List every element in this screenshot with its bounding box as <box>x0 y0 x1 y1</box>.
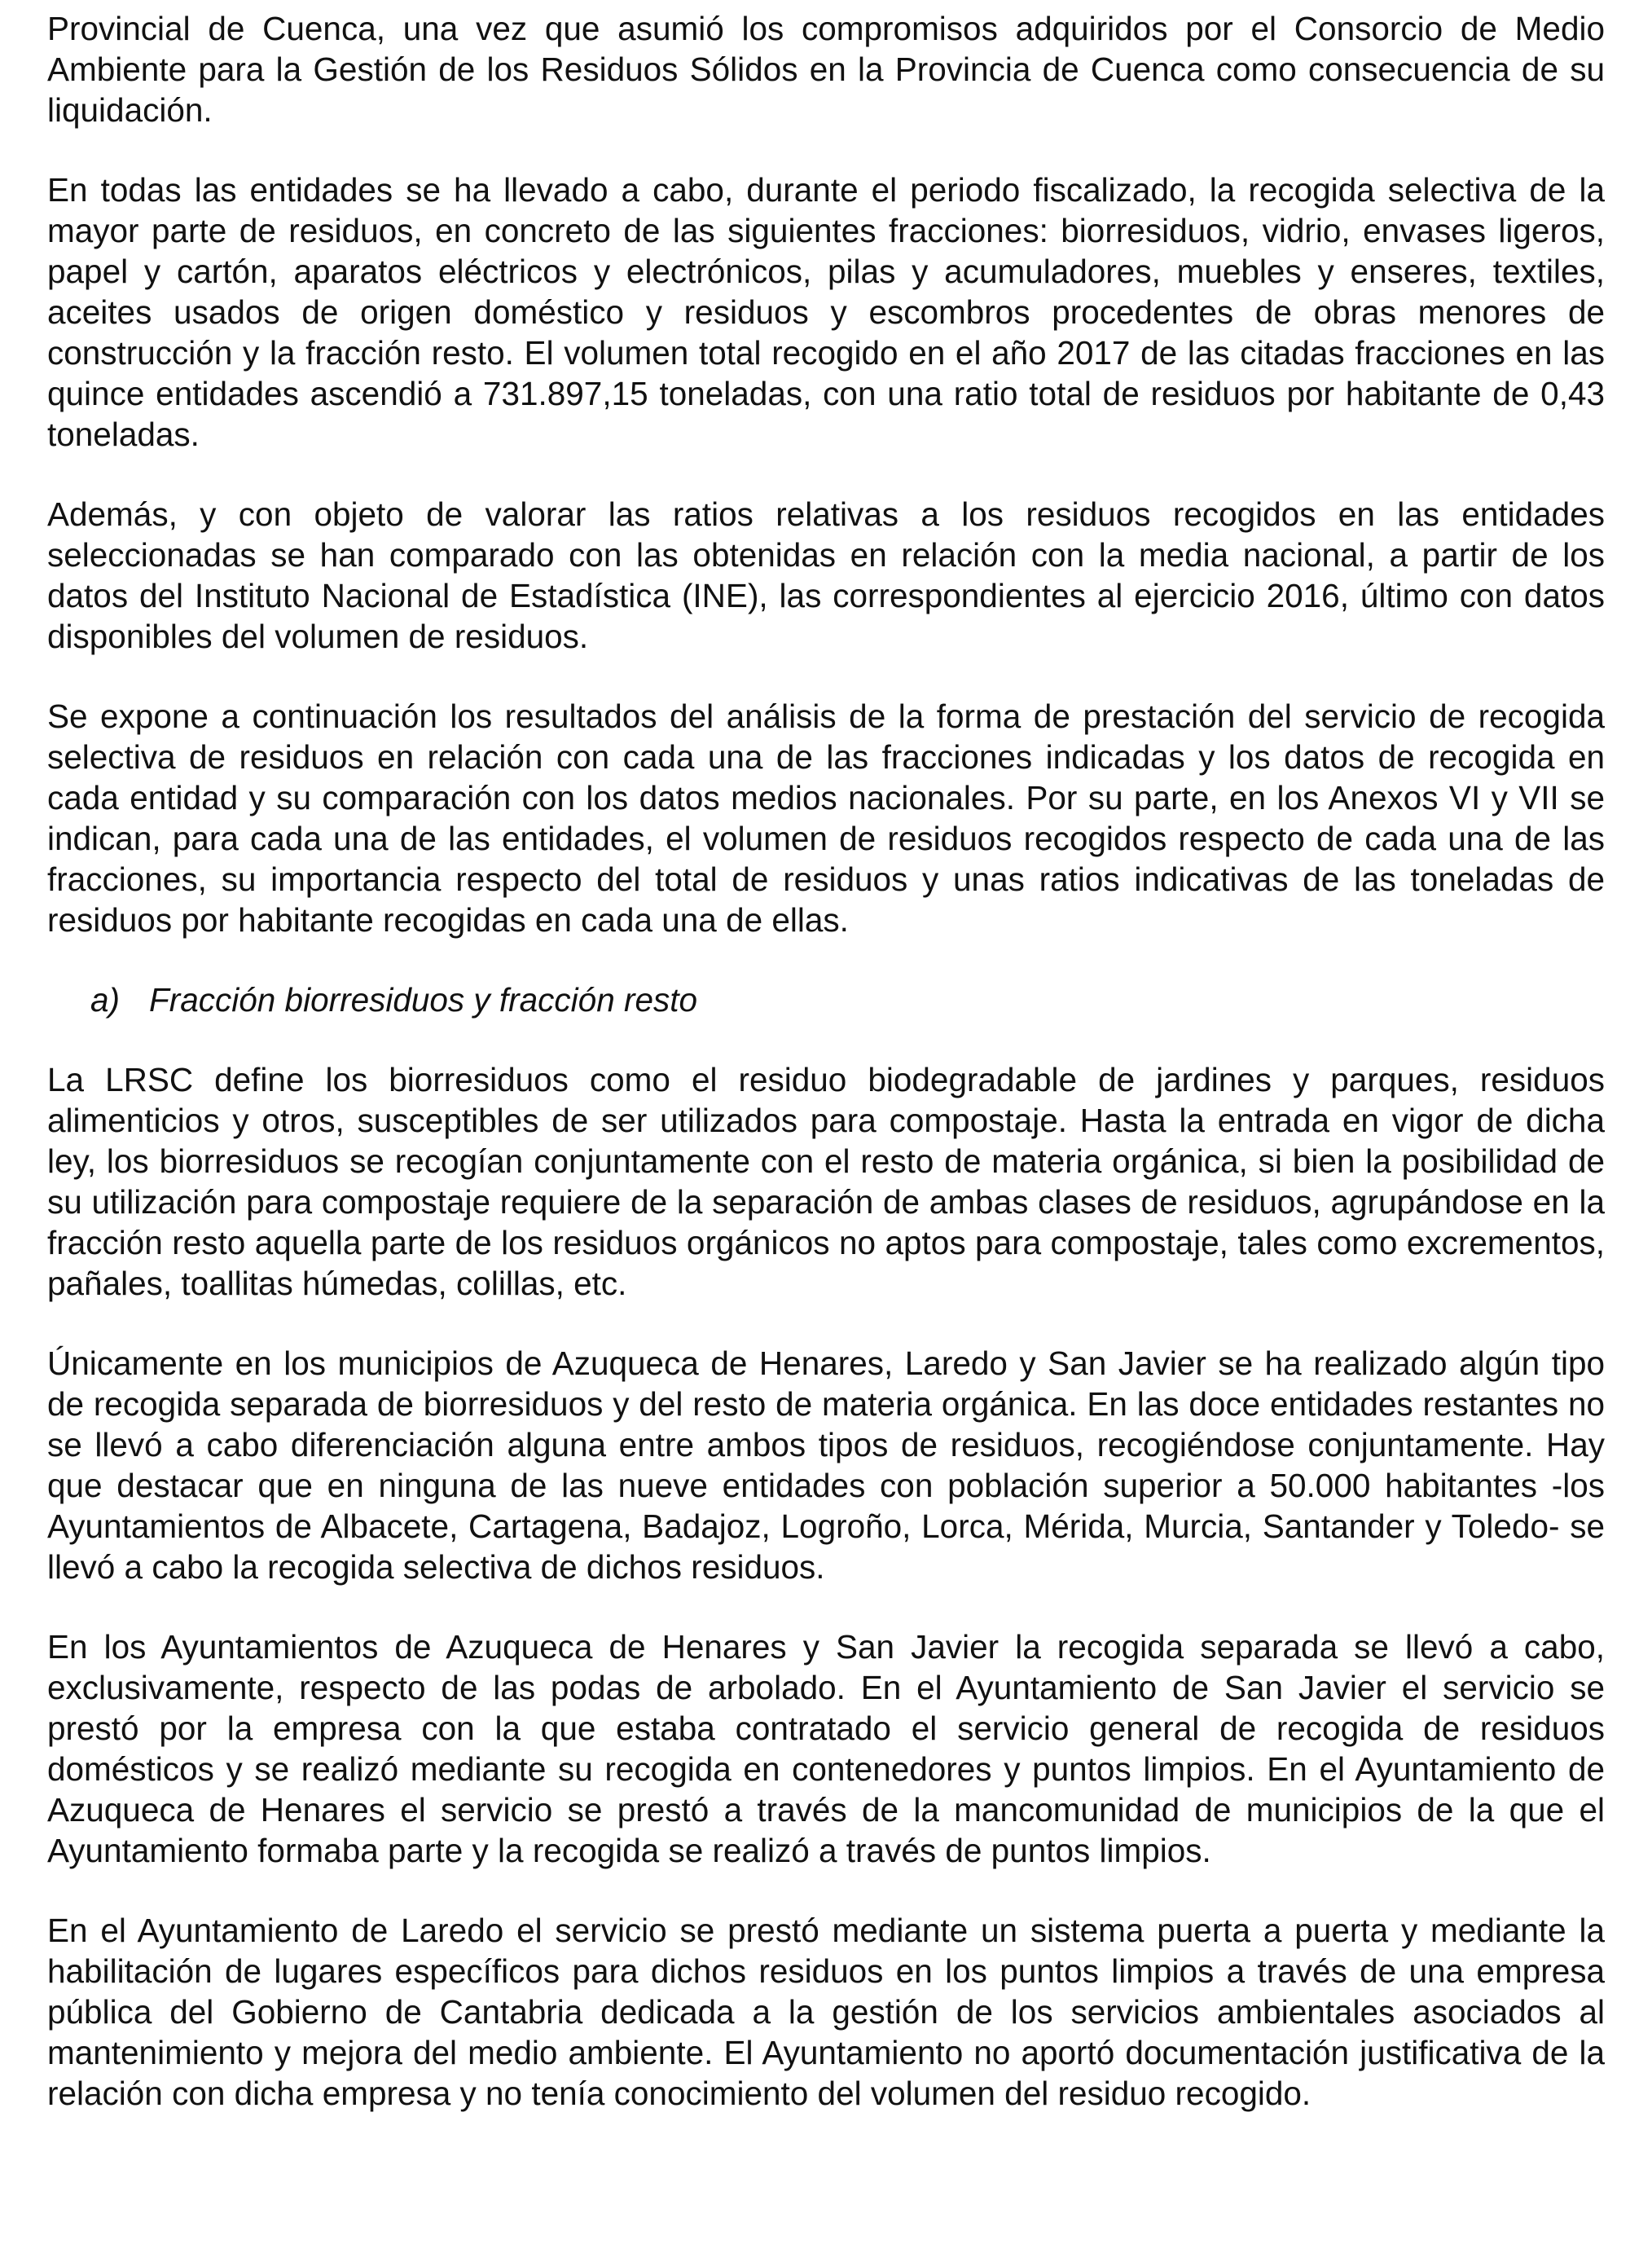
paragraph-cuenca-liquidation: Provincial de Cuenca, una vez que asumió los compromisos adquiridos por el Consorcio de Medio Ambiente para la Gestión de los Residuos Sólidos en la Provincia de Cuenca como consecuencia de su liquidación. <box>47 10 1605 129</box>
paragraph-analysis-results: Se expone a continuación los resultados del análisis de la forma de prestación del servicio de recogida selectiva de residuos en relación con cada una de las fracciones indicadas y los datos de recogida en cada entidad y su comparación con los datos medios nacionales. Por su parte, en los Anexos VI y VII se indican, para cada una de las entidades, el volumen de residuos recogidos respecto de cada una de las fracciones, su importancia respecto del total de residuos y unas ratios indicativas de las toneladas de residuos por habitante recogidas en cada una de ellas. <box>47 698 1605 939</box>
section-heading <box>47 979 1605 1020</box>
paragraph-azuqueca-san-javier: En los Ayuntamientos de Azuqueca de Henares y San Javier la recogida separada se llevó a cabo, exclusivamente, respecto de las podas de arbolado. En el Ayuntamiento de San Javier el servicio se prestó por la empresa con la que estaba contratado el servicio general de recogida de residuos domésticos y se realizó mediante su recogida en contenedores y puntos limpios. En el Ayuntamiento de Azuqueca de Henares el servicio se prestó a través de la mancomunidad de municipios de la que el Ayuntamiento formaba parte y la recogida se realizó a través de puntos limpios. <box>47 1628 1605 1869</box>
section-heading-title: Fracción biorresiduos y fracción resto <box>149 981 698 1019</box>
paragraph-laredo: En el Ayuntamiento de Laredo el servicio se prestó mediante un sistema puerta a puerta y mediante la habilitación de lugares específicos para dichos residuos en los puntos limpios a través de una empresa pública del Gobierno de Cantabria dedicada a la gestión de los servicios ambientales asociados al mantenimiento y mejora del medio ambiente. El Ayuntamiento no aportó documentación justificativa de la relación con dicha empresa y no tenía conocimiento del volumen del residuo recogido. <box>47 1912 1605 2112</box>
document-page <box>47 8 1605 2153</box>
paragraph-ine-comparison: Además, y con objeto de valorar las ratios relativas a los residuos recogidos en las entidades seleccionadas se han comparado con las obtenidas en relación con la media nacional, a partir de los datos del Instituto Nacional de Estadística (INE), las correspondientes al ejercicio 2016, último con datos disponibles del volumen de residuos. <box>47 495 1605 655</box>
paragraph-municipalities: Únicamente en los municipios de Azuqueca de Henares, Laredo y San Javier se ha realizado algún tipo de recogida separada de biorresiduos y del resto de materia orgánica. En las doce entidades restantes no se llevó a cabo diferenciación alguna entre ambos tipos de residuos, recogiéndose conjuntamente. Hay que destacar que en ninguna de las nueve entidades con población superior a 50.000 habitantes -los Ayuntamientos de Albacete, Cartagena, Badajoz, Logroño, Lorca, Mérida, Murcia, Santander y Toledo- se llevó a cabo la recogida selectiva de dichos residuos. <box>47 1344 1605 1586</box>
section-heading-marker: a) <box>90 981 121 1019</box>
paragraph-selective-collection: En todas las entidades se ha llevado a cabo, durante el periodo fiscalizado, la recogida selectiva de la mayor parte de residuos, en concreto de las siguientes fracciones: biorresiduos, vidrio, envases ligeros, papel y cartón, aparatos eléctricos y electrónicos, pilas y acumuladores, muebles y enseres, textiles, aceites usados de origen doméstico y residuos y escombros procedentes de obras menores de construcción y la fracción resto. El volumen total recogido en el año 2017 de las citadas fracciones en las quince entidades ascendió a 731.897,15 toneladas, con una ratio total de residuos por habitante de 0,43 toneladas. <box>47 171 1605 453</box>
paragraph-lrsc-definition: La LRSC define los biorresiduos como el residuo biodegradable de jardines y parques, residuos alimenticios y otros, susceptibles de ser utilizados para compostaje. Hasta la entrada en vigor de dicha ley, los biorresiduos se recogían conjuntamente con el resto de materia orgánica, si bien la posibilidad de su utilización para compostaje requiere de la separación de ambas clases de residuos, agrupándose en la fracción resto aquella parte de los residuos orgánicos no aptos para compostaje, tales como excrementos, pañales, toallitas húmedas, colillas, etc. <box>47 1061 1605 1302</box>
